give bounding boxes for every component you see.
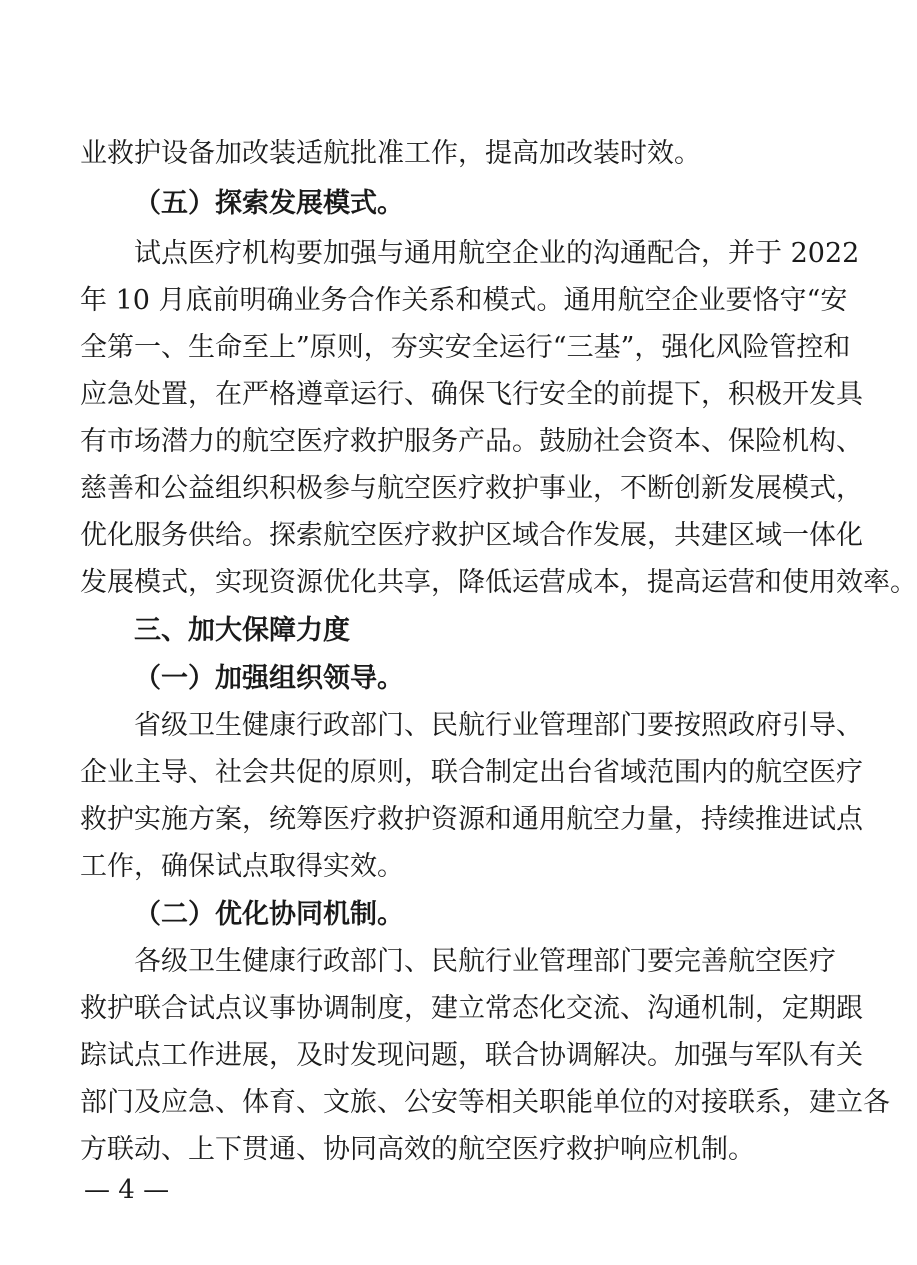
page-number: — 4 — bbox=[84, 1175, 170, 1205]
paragraph-line: 踪试点工作进展，及时发现问题，联合协调解决。加强与军队有关 bbox=[80, 1040, 863, 1071]
paragraph-line: 救护联合试点议事协调制度，建立常态化交流、沟通机制，定期跟 bbox=[80, 993, 863, 1024]
section-heading-three: 三、加大保障力度 bbox=[134, 615, 350, 646]
paragraph-line: 企业主导、社会共促的原则，联合制定出台省域范围内的航空医疗 bbox=[80, 757, 863, 788]
paragraph-line: 工作，确保试点取得实效。 bbox=[80, 851, 404, 882]
paragraph-line: 年 10 月底前明确业务合作关系和模式。通用航空企业要恪守“安 bbox=[80, 285, 848, 316]
paragraph-line: 救护实施方案，统筹医疗救护资源和通用航空力量，持续推进试点 bbox=[80, 804, 863, 835]
paragraph-line: 试点医疗机构要加强与通用航空企业的沟通配合，并于 2022 bbox=[134, 238, 860, 269]
text-line-continuation: 业救护设备加改装适航批准工作，提高加改装时效。 bbox=[80, 138, 701, 169]
paragraph-line: 方联动、上下贯通、协同高效的航空医疗救护响应机制。 bbox=[80, 1134, 755, 1165]
paragraph-line: 有市场潜力的航空医疗救护服务产品。鼓励社会资本、保险机构、 bbox=[80, 426, 863, 457]
paragraph-line: 发展模式，实现资源优化共享，降低运营成本，提高运营和使用效率。 bbox=[80, 567, 917, 598]
section-subheading-five: （五）探索发展模式。 bbox=[134, 188, 404, 219]
section-subheading-two: （二）优化协同机制。 bbox=[134, 899, 404, 930]
paragraph-line: 部门及应急、体育、文旅、公安等相关职能单位的对接联系，建立各 bbox=[80, 1087, 890, 1118]
paragraph-line: 慈善和公益组织积极参与航空医疗救护事业，不断创新发展模式， bbox=[80, 473, 863, 504]
paragraph-line: 全第一、生命至上”原则，夯实安全运行“三基”，强化风险管控和 bbox=[80, 332, 851, 363]
paragraph-line: 应急处置，在严格遵章运行、确保飞行安全的前提下，积极开发具 bbox=[80, 379, 863, 410]
paragraph-line: 各级卫生健康行政部门、民航行业管理部门要完善航空医疗 bbox=[134, 946, 836, 977]
paragraph-line: 省级卫生健康行政部门、民航行业管理部门要按照政府引导、 bbox=[134, 710, 863, 741]
section-subheading-one: （一）加强组织领导。 bbox=[134, 663, 404, 694]
paragraph-line: 优化服务供给。探索航空医疗救护区域合作发展，共建区域一体化 bbox=[80, 520, 863, 551]
